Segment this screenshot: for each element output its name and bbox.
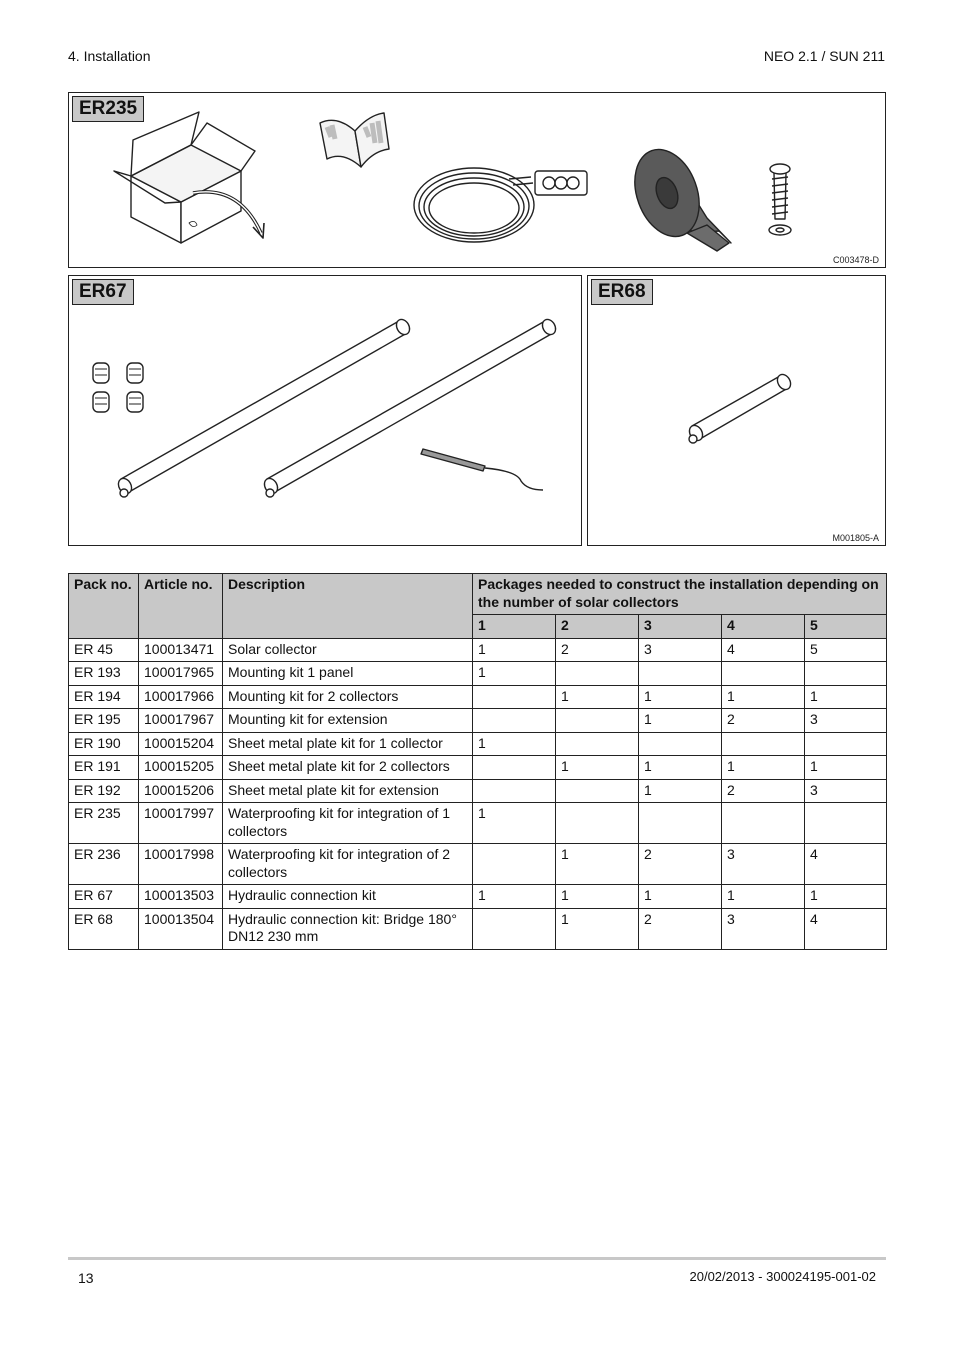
bridge-hose-icon [687, 372, 793, 443]
quantity-cell: 4 [722, 638, 805, 662]
article-cell: 100013504 [139, 908, 223, 949]
quantity-cell [473, 685, 556, 709]
description-cell: Sheet metal plate kit for 2 collectors [223, 756, 473, 780]
table-row [69, 756, 887, 780]
quantity-cell: 2 [639, 908, 722, 949]
quantity-cell: 1 [722, 885, 805, 909]
table-row [69, 662, 887, 686]
quantity-cell: 1 [473, 885, 556, 909]
column-header-count: 2 [556, 615, 639, 639]
article-cell: 100017965 [139, 662, 223, 686]
description-cell: Hydraulic connection kit [223, 885, 473, 909]
section-heading: 4. Installation [68, 48, 151, 64]
pack-cell: ER 190 [69, 732, 139, 756]
quantity-cell [556, 662, 639, 686]
quantity-cell: 1 [556, 756, 639, 780]
quantity-cell: 2 [556, 638, 639, 662]
er235-illustration [69, 93, 885, 267]
quantity-cell: 1 [639, 685, 722, 709]
quantity-cell [556, 803, 639, 844]
compression-fittings-icon [93, 363, 143, 412]
screw-icon [769, 164, 791, 235]
description-cell: Waterproofing kit for integration of 2 collectors [223, 844, 473, 885]
quantity-cell: 1 [556, 844, 639, 885]
pack-cell: ER 191 [69, 756, 139, 780]
pack-cell: ER 45 [69, 638, 139, 662]
quantity-cell [473, 844, 556, 885]
column-header-packages: Packages needed to construct the installation depending on the number of solar collectors [473, 574, 887, 615]
pack-cell: ER 68 [69, 908, 139, 949]
pack-cell: ER 67 [69, 885, 139, 909]
quantity-cell: 1 [805, 885, 887, 909]
pack-cell: ER 194 [69, 685, 139, 709]
quantity-cell: 1 [639, 779, 722, 803]
figure-code: M001805-A [832, 533, 879, 543]
quantity-cell: 5 [805, 638, 887, 662]
description-cell: Solar collector [223, 638, 473, 662]
document-reference: 20/02/2013 - 300024195-001-02 [689, 1269, 876, 1284]
table-row [69, 908, 887, 949]
quantity-cell: 3 [722, 844, 805, 885]
quantity-cell: 1 [805, 756, 887, 780]
article-cell: 100013471 [139, 638, 223, 662]
table-header-row [69, 574, 887, 615]
table-row [69, 732, 887, 756]
footer-divider [68, 1257, 886, 1260]
column-header-pack: Pack no. [69, 574, 139, 639]
table-row [69, 709, 887, 733]
quantity-cell: 1 [639, 756, 722, 780]
figure-tag-er68: ER68 [591, 279, 653, 305]
figure-code: C003478-D [832, 255, 879, 265]
table-row [69, 803, 887, 844]
er67-illustration [69, 276, 581, 545]
sealing-tape-roll-icon [623, 140, 731, 251]
quantity-cell [473, 756, 556, 780]
temperature-sensor-icon [421, 449, 543, 490]
description-cell: Waterproofing kit for integration of 1 collectors [223, 803, 473, 844]
quantity-cell [473, 908, 556, 949]
quantity-cell [639, 662, 722, 686]
description-cell: Mounting kit for extension [223, 709, 473, 733]
quantity-cell [805, 732, 887, 756]
quantity-cell: 1 [473, 662, 556, 686]
page-number: 13 [78, 1270, 94, 1286]
quantity-cell [639, 803, 722, 844]
quantity-cell: 2 [722, 709, 805, 733]
description-cell: Sheet metal plate kit for 1 collector [223, 732, 473, 756]
article-cell: 100017967 [139, 709, 223, 733]
article-cell: 100015204 [139, 732, 223, 756]
quantity-cell [473, 709, 556, 733]
quantity-cell: 1 [556, 685, 639, 709]
cardboard-box-icon [114, 112, 255, 243]
table-row [69, 844, 887, 885]
product-name: NEO 2.1 / SUN 211 [763, 48, 885, 64]
quantity-cell [722, 662, 805, 686]
column-header-count: 1 [473, 615, 556, 639]
column-header-description: Description [223, 574, 473, 639]
er68-illustration [588, 276, 885, 545]
quantity-cell: 3 [805, 779, 887, 803]
pack-cell: ER 192 [69, 779, 139, 803]
quantity-cell: 1 [722, 756, 805, 780]
pack-cell: ER 195 [69, 709, 139, 733]
pack-cell: ER 235 [69, 803, 139, 844]
figure-tag-er235: ER235 [72, 96, 144, 122]
quantity-cell [722, 732, 805, 756]
description-cell: Hydraulic connection kit: Bridge 180° DN12 230 mm [223, 908, 473, 949]
quantity-cell: 1 [556, 908, 639, 949]
table-row [69, 779, 887, 803]
figure-er235 [68, 92, 886, 268]
figure-er68 [587, 275, 886, 546]
quantity-cell: 1 [639, 709, 722, 733]
quantity-cell: 2 [722, 779, 805, 803]
description-cell: Mounting kit for 2 collectors [223, 685, 473, 709]
quantity-cell: 3 [722, 908, 805, 949]
figure-er67 [68, 275, 582, 546]
quantity-cell: 3 [639, 638, 722, 662]
quantity-cell: 4 [805, 908, 887, 949]
article-cell: 100017998 [139, 844, 223, 885]
quantity-cell: 1 [473, 638, 556, 662]
quantity-cell: 3 [805, 709, 887, 733]
article-cell: 100015206 [139, 779, 223, 803]
quantity-cell: 4 [805, 844, 887, 885]
column-header-count: 5 [805, 615, 887, 639]
description-cell: Mounting kit 1 panel [223, 662, 473, 686]
insulated-hose-icon [262, 317, 558, 497]
quantity-cell: 1 [473, 732, 556, 756]
quantity-cell: 1 [473, 803, 556, 844]
quantity-cell [473, 779, 556, 803]
column-header-article: Article no. [139, 574, 223, 639]
quantity-cell [639, 732, 722, 756]
quantity-cell [556, 779, 639, 803]
column-header-count: 4 [722, 615, 805, 639]
article-cell: 100013503 [139, 885, 223, 909]
manual-book-icon [320, 113, 389, 167]
figure-tag-er67: ER67 [72, 279, 134, 305]
column-header-count: 3 [639, 615, 722, 639]
kit-table [68, 573, 887, 950]
table-row [69, 638, 887, 662]
quantity-cell [556, 732, 639, 756]
quantity-cell: 1 [722, 685, 805, 709]
quantity-cell [556, 709, 639, 733]
quantity-cell: 2 [639, 844, 722, 885]
table-row [69, 885, 887, 909]
quantity-cell: 1 [556, 885, 639, 909]
quantity-cell: 1 [639, 885, 722, 909]
article-cell: 100015205 [139, 756, 223, 780]
pack-cell: ER 236 [69, 844, 139, 885]
article-cell: 100017997 [139, 803, 223, 844]
quantity-cell: 1 [805, 685, 887, 709]
quantity-cell [722, 803, 805, 844]
table-row [69, 685, 887, 709]
cable-coil-icon [414, 168, 587, 242]
quantity-cell [805, 662, 887, 686]
pack-cell: ER 193 [69, 662, 139, 686]
description-cell: Sheet metal plate kit for extension [223, 779, 473, 803]
article-cell: 100017966 [139, 685, 223, 709]
insulated-hose-icon [116, 317, 412, 497]
quantity-cell [805, 803, 887, 844]
